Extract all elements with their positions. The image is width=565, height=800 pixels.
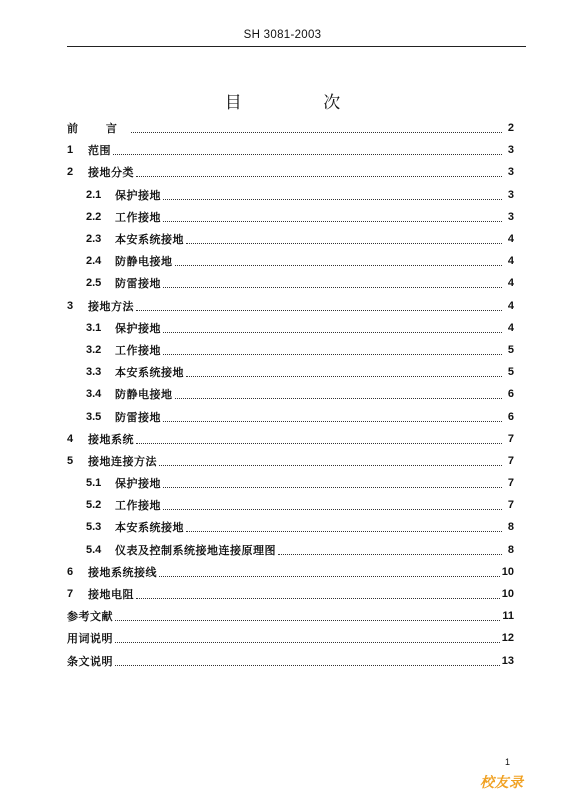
toc-dot-leader [163, 343, 502, 355]
toc-entry-page: 10 [501, 565, 514, 578]
toc-entry-label: 接地分类 [88, 166, 134, 180]
toc-entry-number: 7 [67, 588, 74, 601]
toc-dot-leader [175, 387, 503, 399]
toc-entry-number: 1 [67, 144, 74, 157]
toc-title: 目 次 [224, 93, 379, 113]
toc-entry-page: 2 [507, 122, 514, 135]
toc-dot-leader [115, 654, 500, 666]
toc-entry-label: 条文说明 [67, 654, 113, 668]
toc-dot-leader [163, 498, 502, 510]
toc-entry-page: 11 [502, 610, 514, 623]
toc-entry-page: 8 [507, 543, 514, 556]
toc-entry-number: 2.4 [86, 255, 102, 268]
toc-entry-page: 7 [507, 432, 514, 445]
toc-dot-leader [136, 432, 502, 444]
toc-entry-label: 防静电接地 [115, 388, 173, 402]
toc-entry-label: 防雷接地 [115, 410, 161, 424]
toc-entry-number: 5.4 [86, 543, 102, 556]
watermark-logo: 校友录 [480, 775, 524, 791]
toc-entry-page: 6 [507, 410, 514, 423]
toc-dot-leader [186, 365, 502, 377]
toc-dot-leader [163, 276, 502, 288]
toc-entry-label: 工作接地 [115, 499, 161, 513]
toc-entry-label: 本安系统接地 [115, 233, 184, 247]
toc-entry-number: 5.3 [86, 521, 102, 534]
toc-entry-label: 保护接地 [115, 321, 161, 335]
toc-entry[interactable] [67, 206, 514, 228]
toc-entry-number: 3.2 [86, 343, 102, 356]
toc-dot-leader [186, 232, 502, 244]
toc-entry-label: 参考文献 [67, 610, 113, 624]
toc-entry-page: 12 [501, 632, 514, 645]
toc-entry-page: 7 [507, 477, 514, 490]
toc-dot-leader [136, 587, 500, 599]
toc-entry-page: 7 [507, 454, 514, 467]
toc-entry-label: 工作接地 [115, 210, 161, 224]
toc-entry-number: 5 [67, 454, 74, 467]
toc-entry[interactable] [67, 428, 514, 450]
toc-entry-number: 4 [67, 432, 74, 445]
toc-entry[interactable] [67, 117, 514, 139]
toc-entry-label: 接地连接方法 [88, 454, 157, 468]
toc-entry[interactable] [67, 561, 514, 583]
toc-dot-leader [163, 210, 502, 222]
toc-entry-label: 工作接地 [115, 343, 161, 357]
table-of-contents [67, 117, 514, 672]
toc-entry-label: 防雷接地 [115, 277, 161, 291]
toc-entry-page: 5 [507, 343, 514, 356]
toc-entry-number: 3.5 [86, 410, 102, 423]
toc-entry-page: 4 [507, 255, 514, 268]
toc-entry-page: 4 [507, 277, 514, 290]
toc-entry[interactable] [67, 295, 514, 317]
toc-entry-number: 2.3 [86, 233, 102, 246]
toc-entry-label: 前 言 [67, 122, 129, 136]
toc-dot-leader [175, 254, 503, 266]
toc-entry-page: 6 [507, 388, 514, 401]
toc-entry[interactable] [67, 405, 514, 427]
toc-entry-label: 保护接地 [115, 188, 161, 202]
toc-dot-leader [131, 121, 502, 133]
toc-dot-leader [163, 188, 502, 200]
toc-entry-label: 保护接地 [115, 477, 161, 491]
toc-entry-number: 2 [67, 166, 74, 179]
toc-entry-label: 范围 [88, 144, 111, 158]
toc-dot-leader [159, 454, 502, 466]
toc-entry-number: 3.1 [86, 321, 102, 334]
toc-dot-leader [159, 565, 500, 577]
toc-entry-label: 仪表及控制系统接地连接原理图 [115, 543, 276, 557]
toc-dot-leader [115, 631, 500, 643]
toc-entry[interactable] [67, 539, 514, 561]
toc-entry[interactable] [67, 472, 514, 494]
toc-entry[interactable] [67, 605, 514, 627]
toc-entry[interactable] [67, 650, 514, 672]
toc-entry-page: 3 [507, 188, 514, 201]
toc-entry-page: 3 [507, 166, 514, 179]
toc-entry[interactable] [67, 627, 514, 649]
toc-entry-label: 用词说明 [67, 632, 113, 646]
toc-dot-leader [186, 520, 502, 532]
toc-entry-label: 本安系统接地 [115, 366, 184, 380]
toc-entry[interactable] [67, 339, 514, 361]
toc-entry-number: 6 [67, 565, 74, 578]
toc-dot-leader [163, 476, 502, 488]
toc-entry[interactable] [67, 250, 514, 272]
toc-entry-label: 接地电阻 [88, 588, 134, 602]
toc-entry[interactable] [67, 139, 514, 161]
toc-dot-leader [136, 299, 502, 311]
toc-entry-number: 5.1 [86, 477, 102, 490]
toc-entry-label: 防静电接地 [115, 255, 173, 269]
toc-dot-leader [113, 143, 502, 155]
toc-entry-page: 4 [507, 299, 514, 312]
header-rule [67, 46, 526, 47]
page-number: 1 [505, 757, 511, 767]
toc-entry-number: 3.3 [86, 366, 102, 379]
toc-entry[interactable] [67, 361, 514, 383]
toc-entry[interactable] [67, 228, 514, 250]
toc-entry-page: 3 [507, 210, 514, 223]
toc-entry[interactable] [67, 516, 514, 538]
toc-entry-number: 5.2 [86, 499, 102, 512]
toc-dot-leader [115, 609, 500, 621]
toc-entry[interactable] [67, 383, 514, 405]
toc-entry[interactable] [67, 317, 514, 339]
toc-entry[interactable] [67, 272, 514, 294]
toc-entry[interactable] [67, 450, 514, 472]
toc-entry-label: 本安系统接地 [115, 521, 184, 535]
toc-entry-number: 3 [67, 299, 74, 312]
toc-dot-leader [163, 410, 502, 422]
toc-entry-page: 3 [507, 144, 514, 157]
toc-entry-page: 5 [507, 366, 514, 379]
toc-dot-leader [136, 165, 502, 177]
toc-entry-number: 2.1 [86, 188, 102, 201]
toc-entry-page: 4 [507, 233, 514, 246]
toc-dot-leader [163, 321, 502, 333]
toc-entry[interactable] [67, 583, 514, 605]
toc-entry-number: 3.4 [86, 388, 102, 401]
toc-entry-page: 8 [507, 521, 514, 534]
toc-entry[interactable] [67, 494, 514, 516]
toc-entry-label: 接地方法 [88, 299, 134, 313]
toc-entry-label: 接地系统接线 [88, 565, 157, 579]
header-standard-code: SH 3081-2003 [243, 29, 322, 41]
toc-entry-page: 13 [501, 654, 514, 667]
toc-entry[interactable] [67, 161, 514, 183]
toc-entry-page: 7 [507, 499, 514, 512]
toc-entry-number: 2.2 [86, 210, 102, 223]
toc-entry-page: 10 [501, 588, 514, 601]
toc-dot-leader [278, 543, 502, 555]
toc-entry[interactable] [67, 184, 514, 206]
toc-entry-number: 2.5 [86, 277, 102, 290]
toc-entry-label: 接地系统 [88, 432, 134, 446]
toc-entry-page: 4 [507, 321, 514, 334]
